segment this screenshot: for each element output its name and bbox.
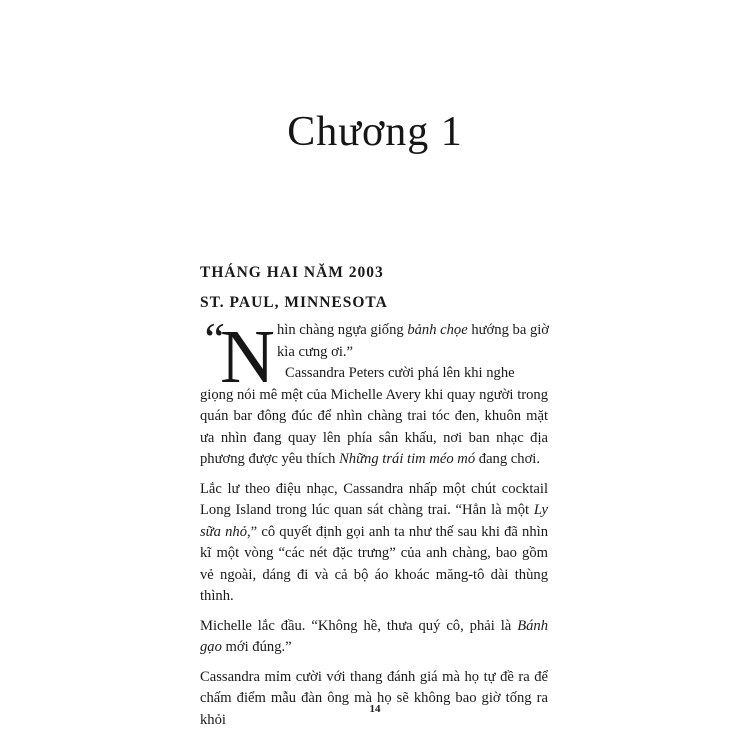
dateline-date: THÁNG HAI NĂM 2003 bbox=[200, 264, 384, 281]
opening-line-2: kìa cưng ơi.” bbox=[277, 343, 354, 360]
page-number: 14 bbox=[369, 703, 381, 715]
paragraph-3: Michelle lắc đầu. “Không hề, thưa quý cô, phải là Bánh gạo mới đúng.” bbox=[200, 617, 548, 655]
opening-quote-mark: “ bbox=[200, 313, 226, 364]
opening-block bbox=[200, 313, 550, 399]
opening-line-1: hìn chàng ngựa giống bảnh chọe hướng ba giờ bbox=[277, 322, 550, 338]
body-text bbox=[200, 313, 550, 731]
dateline-place: ST. PAUL, MINNESOTA bbox=[200, 294, 388, 311]
chapter-title: Chương 1 bbox=[287, 109, 463, 155]
paragraph-2: Lắc lư theo điệu nhạc, Cassandra nhấp một chút cocktail Long Island trong lúc quan sát chàng trai. “Hẳn là một Ly sữa nhỏ,” cô quyết định gọi anh ta như thế sau khi đã nhìn kĩ một vòng “các nét đặc trưng” của anh chàng, bao gồm vẻ ngoài, dáng đi và cả bộ áo khoác măng-tô dài thùng thình. bbox=[200, 480, 548, 604]
drop-cap: N bbox=[220, 315, 275, 399]
paragraph-4: Cassandra mỉm cười với thang đánh giá mà họ tự đề ra để chấm điểm mẫu đàn ông mà họ sẽ không bao giờ tống ra khỏi bbox=[200, 668, 548, 728]
paragraph-1: giọng nói mê mệt của Michelle Avery khi quay người trong quán bar đông đúc để nhìn chàng trai tóc đen, khuôn mặt ưa nhìn đang quay lên phía sân khấu, nơi ban nhạc địa phương được yêu thích Những trái tim méo mó đang chơi. bbox=[200, 386, 548, 467]
opening-line-3: Cassandra Peters cười phá lên khi nghe bbox=[285, 365, 515, 381]
